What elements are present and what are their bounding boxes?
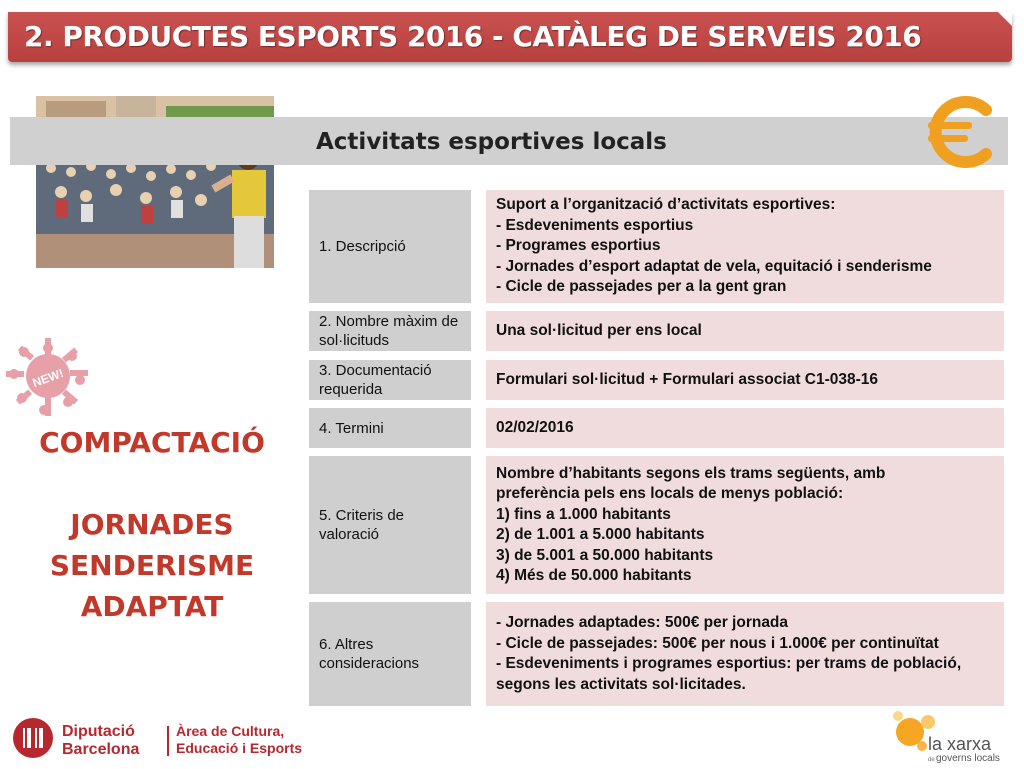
org-line1: Diputació [62, 723, 135, 740]
euro-icon [926, 96, 998, 168]
title-bar [8, 12, 1012, 62]
row-label-nombre-maxim: 2. Nombre màxim de sol·licituds [309, 311, 471, 351]
row-value-criteris: Nombre d’habitants segons els trams següents, amb preferència pels ens locals de menys població: 1) fins a 1.000 habitants 2) de 1.001 a 5.000 habitants 3) de 5.001 a 50.000 habitants 4) Més de 50.000 habitants [486, 456, 1004, 594]
row-label-documentacio: 3. Documentació requerida [309, 360, 471, 400]
subtitle-bar [10, 117, 1008, 165]
row-label-termini: 4. Termini [309, 408, 471, 448]
row-value-nombre-maxim: Una sol·licitud per ens local [486, 311, 1004, 351]
xarxa-governs-locals-logo [888, 708, 1018, 764]
diputacio-seal-icon [13, 718, 53, 758]
area-line2: Educació i Esports [176, 740, 303, 756]
row-value-termini: 02/02/2016 [486, 408, 1004, 448]
side-heading-line-senderisme: SENDERISME [49, 549, 255, 582]
area-line1: Àrea de Cultura, [176, 723, 285, 739]
org-line2: Barcelona [62, 741, 140, 758]
side-heading-line-adaptat: ADAPTAT [80, 590, 224, 623]
new-badge-text: NEW! [30, 365, 66, 391]
network-line2: governs locals [936, 753, 1000, 764]
new-splash-icon [0, 330, 96, 422]
network-line2-prefix: de [928, 757, 935, 763]
row-value-documentacio: Formulari sol·licitud + Formulari associat C1-038-16 [486, 360, 1004, 400]
row-value-altres: - Jornades adaptades: 500€ per jornada - Cicle de passejades: 500€ per nous i 1.000€ per continuïtat - Esdeveniments i programes esportius: per trams de població, segons les activitats sol·licitades. [486, 602, 1004, 706]
side-heading-compactacio: COMPACTACIÓ [39, 426, 265, 459]
row-label-criteris: 5. Criteris de valoració [309, 456, 471, 594]
side-heading-line-jornades: JORNADES [70, 508, 234, 541]
row-label-descripcio: 1. Descripció [309, 190, 471, 303]
page-title: 2. PRODUCTES ESPORTS 2016 - CATÀLEG DE SERVEIS 2016 [24, 20, 922, 53]
row-value-descripcio: Suport a l’organització d’activitats esportives: - Esdeveniments esportius - Programes esportius - Jornades d’esport adaptat de vela, equitació i senderisme - Cicle de passejades per a la gent gran [486, 190, 1004, 303]
section-subtitle: Activitats esportives locals [316, 129, 667, 155]
row-label-altres: 6. Altres consideracions [309, 602, 471, 706]
diputacio-barcelona-logo [10, 712, 310, 762]
network-line1: la xarxa [928, 734, 992, 754]
